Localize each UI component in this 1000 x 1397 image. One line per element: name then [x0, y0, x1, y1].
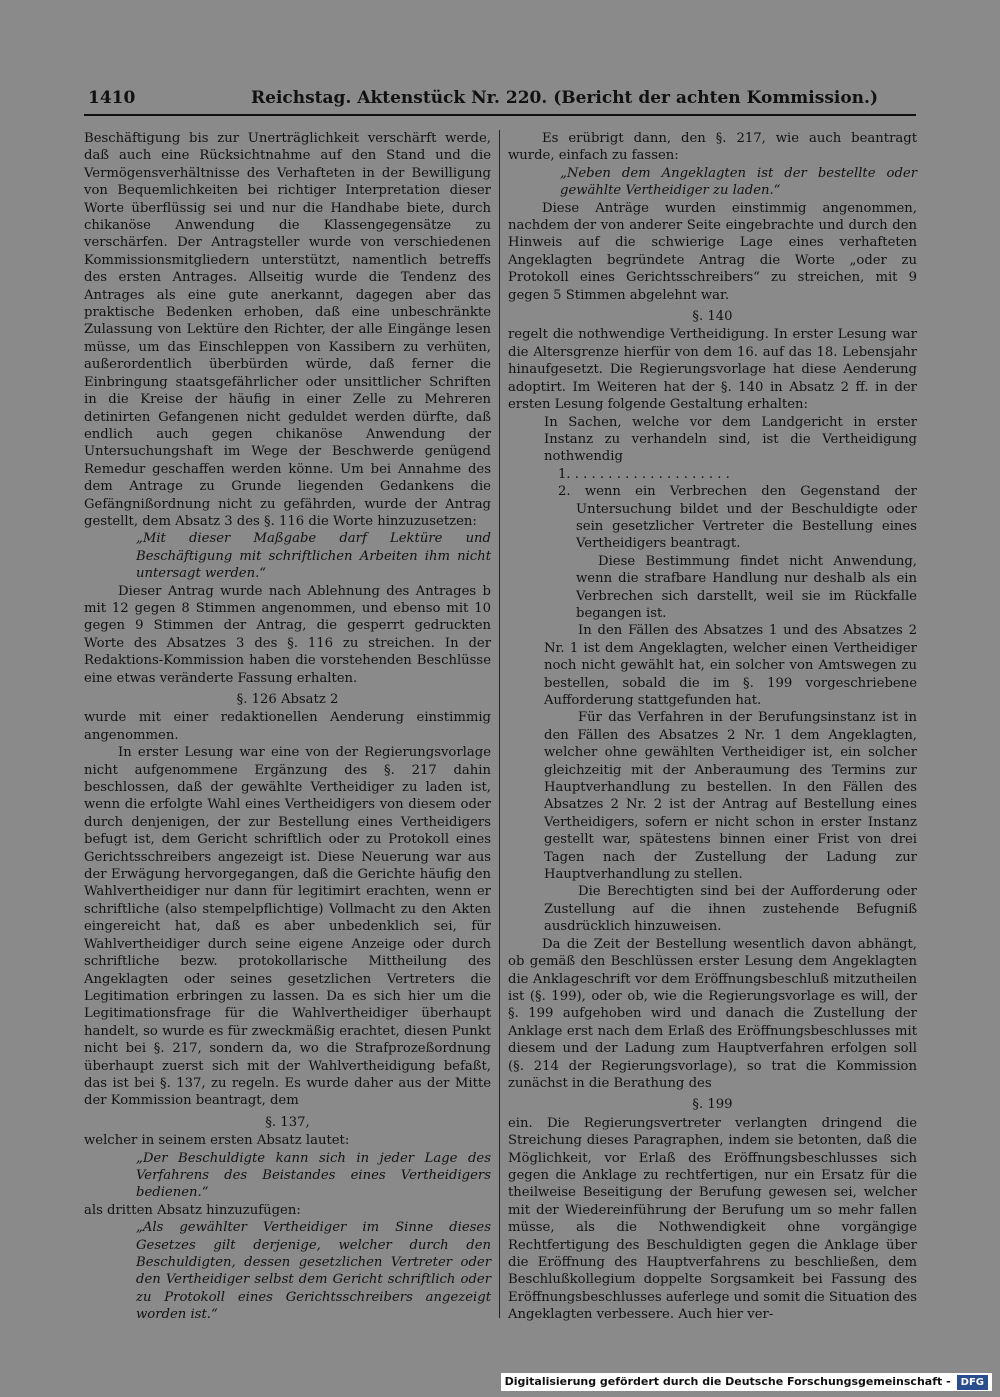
paragraph: Die Berechtigten sind bei der Aufforderung oder Zustellung auf die ihnen zustehende Befugniß ausdrücklich hinzuweisen.	[544, 884, 917, 935]
dfg-logo: DFG	[957, 1375, 988, 1390]
paragraph: Für das Verfahren in der Berufungsinstanz ist in den Fällen des Absatzes 2 Nr. 1 dem Angeklagten, welcher ohne gewählten Vertheidiger ist, ein solcher gleichzeitig mit der Anberaumung des Termins zur Hauptverhandlung zu bestellen. In den Fällen des Absatzes 2 Nr. 2 ist der Antrag auf Bestellung eines Vertheidigers, sofern er nicht schon in erster Instanz gestellt war, spätestens binnen einer Frist von drei Tagen nach der Zustellung der Ladung zur Hauptverhandlung zu stellen.	[544, 710, 917, 883]
section-heading: §. 140	[692, 309, 733, 325]
paragraph: 1. . . . . . . . . . . . . . . . . . . .	[558, 466, 730, 482]
paragraph: Da die Zeit der Bestellung wesentlich davon abhängt, ob gemäß den Beschlüssen erster Lesung dem Angeklagten die Anklageschrift vor dem Eröffnungsbeschluß mitzutheilen ist (§. 199), oder ob, wie die Regierungsvorlage es will, der §. 199 aufgehoben wird und danach die Zustellung der Anklage erst nach dem Erlaß des Eröffnungsbeschlusses mit diesem und der Ladung zum Hauptverfahren erfolgen soll (§. 214 der Regierungsvorlage), so trat die Kommission zunächst in die Berathung des	[508, 936, 917, 1091]
paragraph: ein. Die Regierungsvertreter verlangten dringend die Streichung dieses Paragraphen, indem sie betonten, daß die Möglichkeit, vor Erlaß des Eröffnungsbeschlusses sich gegen die Anklage zu rechtfertigen, nur ein Ersatz für die theilweise Beseitigung der Berufung gewesen sei, welcher mit der Wiedereinführung der Berufung um so mehr fallen müsse, als die Nothwendigkeit ohne vorgängige Rechtfertigung des Beschuldigten gegen die Anklage über die Eröffnung des Hauptverfahrens zu beschließen, dem Beschlußkollegium doppelte Sorgsamkeit bei Fassung des Eröffnungsbeschlusses auferlege und somit die Situation des Angeklagten verbessere. Auch hier ver-	[508, 1115, 917, 1323]
paragraph: Dieser Antrag wurde nach Ablehnung des Antrages b mit 12 gegen 8 Stimmen angenommen, und ebenso mit 10 gegen 9 Stimmen der Antrag, die gesperrt gedruckten Worte des Absatzes 3 des §. 116 zu streichen. In der Redaktions-Kommission haben die vorstehenden Beschlüsse eine etwas veränderte Fassung erhalten.	[84, 583, 491, 686]
paragraph: als dritten Absatz hinzuzufügen:	[84, 1202, 301, 1218]
paragraph: 2. wenn ein Verbrechen den Gegenstand der Untersuchung bildet und der Beschuldigte oder sein gesetzlicher Vertreter die Bestellung eines Vertheidigers beantragt.	[558, 484, 917, 552]
paragraph: In den Fällen des Absatzes 1 und des Absatzes 2 Nr. 1 ist dem Angeklagten, welcher einen Vertheidiger noch nicht gewählt hat, ein solcher von Amtswegen zu bestellen, sobald die im §. 199 vorgeschriebene Aufforderung stattgefunden hat.	[544, 623, 917, 708]
left-column	[84, 130, 491, 1324]
paragraph: Diese Bestimmung findet nicht Anwendung, wenn die strafbare Handlung nur deshalb als ein Verbrechen sich darstellt, weil sie im Rückfalle begangen ist.	[576, 553, 917, 621]
paragraph: In Sachen, welche vor dem Landgericht in erster Instanz zu verhandeln sind, ist die Vertheidigung nothwendig	[544, 414, 917, 465]
column-divider	[499, 130, 500, 1318]
paragraph: welcher in seinem ersten Absatz lautet:	[84, 1133, 350, 1149]
header-rule	[84, 114, 916, 116]
page-header	[88, 84, 913, 114]
paragraph: Es erübrigt dann, den §. 217, wie auch beantragt wurde, einfach zu fassen:	[508, 131, 917, 164]
page-number: 1410	[88, 88, 136, 108]
paragraph: „Als gewählter Vertheidiger im Sinne dieses Gesetzes gilt derjenige, welcher durch den Beschuldigten, dessen gesetzlichen Vertreter oder den Vertheidiger selbst dem Gericht schriftlich oder zu Protokoll eines Gerichtsschreibers angezeigt worden ist.“	[136, 1220, 491, 1323]
footer-text: Digitalisierung gefördert durch die Deutsche Forschungsgemeinschaft -	[504, 1375, 951, 1388]
paragraph: „Neben dem Angeklagten ist der bestellte oder gewählte Vertheidiger zu laden.“	[560, 165, 917, 199]
paragraph: „Mit dieser Maßgabe darf Lektüre und Beschäftigung mit schriftlichen Arbeiten ihm nicht untersagt werden.“	[136, 531, 491, 582]
right-column	[508, 130, 917, 1324]
running-title: Reichstag. Aktenstück Nr. 220. (Bericht der achten Kommission.)	[251, 88, 879, 108]
paragraph: „Der Beschuldigte kann sich in jeder Lage des Verfahrens des Beistandes eines Vertheidigers bedienen.“	[136, 1150, 491, 1201]
footer-credit	[501, 1373, 992, 1391]
section-heading: §. 199	[692, 1097, 733, 1113]
paragraph: Beschäftigung bis zur Unerträglichkeit verschärft werde, daß auch eine Rücksichtnahme auf den Stand und die Vermögensverhältnisse des Verhafteten in der Bewilligung von Bequemlichkeiten bei richtiger Interpretation dieser Worte überflüssig sei und nur die Handhabe biete, durch chikanöse Anwendung die Klassengegensätze zu verschärfen. Der Antragsteller wurde von verschiedenen Kommissionsmitgliedern unterstützt, namentlich betreffs des ersten Antrages. Allseitig wurde die Tendenz des Antrages als eine gute anerkannt, dagegen aber das praktische Bedenken erhoben, daß eine unbeschränkte Zulassung von Lektüre den Richter, der alle Eingänge lesen müsse, um das Einschleppen von Kassibern zu verhüten, außerordentlich überbürden würde, daß ferner die Einbringung staatsgefährlicher oder unsittlicher Schriften in die Kreise der häufig in einer Zelle zu Mehreren detinirten Gefangenen nicht geduldet werden dürfte, daß endlich auch gegen chikanöse Anwendung der Untersuchungshaft im Wege der Beschwerde genügend Remedur geschaffen werden könne. Um bei Annahme des dem Antrage zu Grunde liegenden Gedankens die Gefängnißordnung nicht zu gefährden, wurde der Antrag gestellt, dem Absatz 3 des §. 116 die Worte hinzuzusetzen:	[84, 131, 491, 529]
section-heading: §. 137,	[265, 1114, 310, 1130]
paragraph: Diese Anträge wurden einstimmig angenommen, nachdem der von anderer Seite eingebrachte und durch den Hinweis auf die schwierige Lage eines verhafteten Angeklagten begründete Antrag die Worte „oder zu Protokoll eines Gerichtsschreibers“ zu streichen, mit 9 gegen 5 Stimmen abgelehnt war.	[508, 200, 917, 303]
section-heading: §. 126 Absatz 2	[236, 692, 339, 707]
paragraph: regelt die nothwendige Vertheidigung. In erster Lesung war die Altersgrenze hierfür von dem 16. auf das 18. Lebensjahr hinaufgesetzt. Die Regierungsvorlage hat diese Aenderung adoptirt. Im Weiteren hat der §. 140 in Absatz 2 ff. in der ersten Lesung folgende Gestaltung erhalten:	[508, 327, 917, 413]
paragraph: wurde mit einer redaktionellen Aenderung einstimmig angenommen.	[84, 710, 491, 743]
paragraph: In erster Lesung war eine von der Regierungsvorlage nicht aufgenommene Ergänzung des §. 217 dahin beschlossen, daß der gewählte Vertheidiger zu laden ist, wenn die erfolgte Wahl eines Vertheidigers von diesem oder durch denjenigen, der zur Bestellung eines Vertheidigers befugt ist, dem Gericht schriftlich oder zu Protokoll eines Gerichtsschreibers angezeigt ist. Diese Neuerung war aus der Erwägung hervorgegangen, daß die Gerichte häufig den Wahlvertheidiger nur dann für legitimirt erachten, wenn er schriftliche (also stempelpflichtige) Vollmacht zu den Akten eingereicht hat, daß es aber unbedenklich sei, für Wahlvertheidiger durch seine eigene Anzeige oder durch schriftliche bezw. protokollarische Mittheilung des Angeklagten oder seines gesetzlichen Vertreters die Legitimation erbringen zu lassen. Da es sich hier um die Legitimationsfrage für die Wahlvertheidiger überhaupt handelt, so wurde es für zweckmäßig erachtet, diesen Punkt nicht bei §. 217, sondern da, wo die Strafprozeßordnung überhaupt zuerst sich mit der Wahlvertheidigung befaßt, das ist bei §. 137, zu regeln. Es wurde daher aus der Mitte der Kommission beantragt, dem	[84, 745, 491, 1109]
